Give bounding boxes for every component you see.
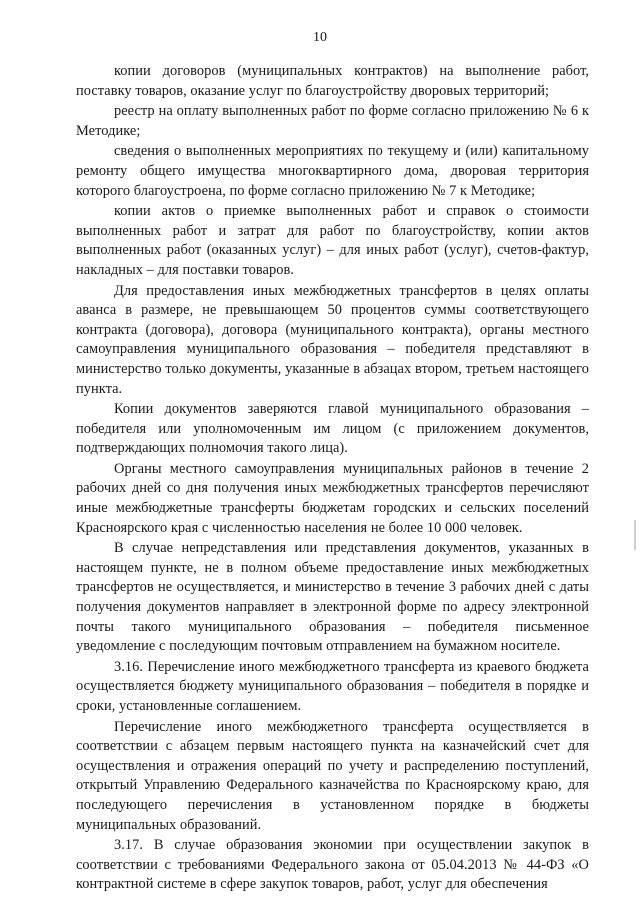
paragraph-section-3-17: 3.17. В случае образования экономии при осуществлении закупок в соответствии с требованиями Федерального закона от 05.04.2013 № 44-ФЗ «О контрактной системе в сфере закупок товаров, работ, услуг для обеспечения [76,837,589,893]
paragraph-missing-documents: В случае непредставления или представления документов, указанных в настоящем пункте, не в полном объеме предоставление иных межбюджетных трансфертов не осуществляется, и министерство в течение 3 рабочих дней с даты получения документов направляет в электронной форме по адресу электронной почты такого муниципального образования – победителя письменное уведомление с последующим почтовым отправлением на бумажном носителе. [76,540,589,655]
paragraph-acceptance-acts: копии актов о приемке выполненных работ и справок о стоимости выполненных работ и затрат для работ по благоустройству, копии актов выполненных работ (оказанных услуг) – для иных работ (услуг), счетов-фактур, накладных – для поставки товаров. [76,203,589,278]
paragraph-treasury-account: Перечисление иного межбюджетного трансферта осуществляется в соответствии с абзацем первым настоящего пункта на казначейский счет для осуществления и отражения операций по учету и распределению поступлений, открытый Управлению Федерального казначейства по Красноярскому краю, для последующего перечисления в установленном порядке в бюджеты муниципальных образований. [76,718,589,833]
scan-edge-mark [634,520,636,550]
paragraph-document-certification: Копии документов заверяются главой муниципального образования – победителя или уполномоченным им лицом (с приложением документов, подтверждающих полномочия такого лица). [76,401,589,457]
paragraph-district-transfers: Органы местного самоуправления муниципальных районов в течение 2 рабочих дней со дня получения иных межбюджетных трансфертов перечисляют иные межбюджетные трансферты бюджетам городских и сельских поселений Красноярского края с численностью населения не более 10 000 человек. [76,460,589,536]
paragraph-repair-info: сведения о выполненных мероприятиях по текущему и (или) капитальному ремонту общего имущества многоквартирного дома, дворовая территория которого благоустроена, по форме согласно приложению № 7 к Методике; [76,143,589,199]
paragraph-contract-copies: копии договоров (муниципальных контрактов) на выполнение работ, поставку товаров, оказание услуг по благоустройству дворовых территорий; [76,63,589,99]
paragraph-advance-payment: Для предоставления иных межбюджетных трансфертов в целях оплаты аванса в размере, не превышающем 50 процентов суммы соответствующего контракта (договора), договора (муниципального контракта), органы местного самоуправления муниципального образования – победителя представляют в министерство только документы, указанные в абзацах втором, третьем настоящего пункта. [76,282,589,397]
page-number: 10 [313,30,327,45]
paragraph-payment-registry: реестр на оплату выполненных работ по форме согласно приложению № 6 к Методике; [76,103,589,139]
document-body [76,62,589,896]
paragraph-section-3-16: 3.16. Перечисление иного межбюджетного трансферта из краевого бюджета осуществляется бюджету муниципального образования – победителя в порядке и сроки, установленные соглашением. [76,658,589,714]
